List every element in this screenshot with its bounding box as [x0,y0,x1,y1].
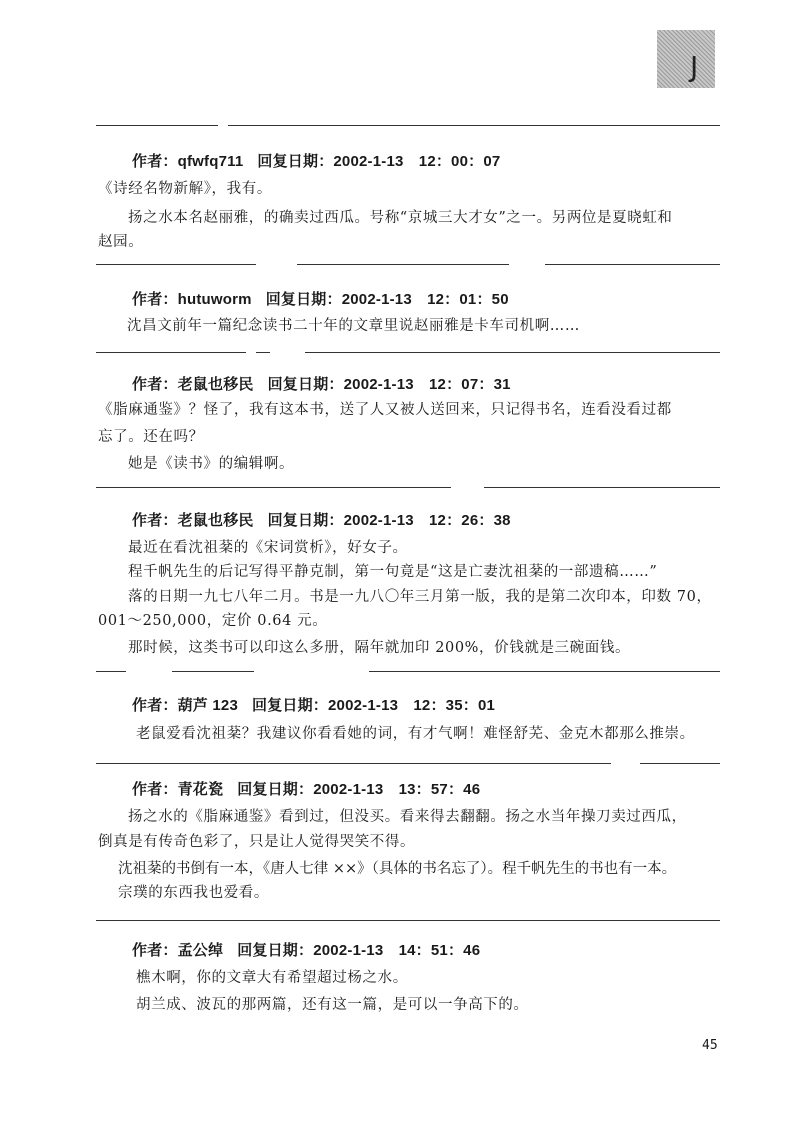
post-header [132,150,500,171]
post-line: 最近在看沈祖棻的《宋词赏析》，好女子。 [128,540,408,556]
post-line: 落的日期一九七八年二月。书是一九八〇年三月第一版，我的是第二次印本，印数 70， [128,589,712,605]
divider [297,264,509,265]
post-author: 作者：青花瓷 [132,781,224,798]
chapter-letter: J [690,50,699,83]
divider [96,487,451,488]
post-date: 回复日期：2002-1-13 12：00：07 [257,153,501,170]
divider [96,264,256,265]
post-author: 作者：老鼠也移民 [132,376,254,393]
post-line: 《诗经名物新解》，我有。 [98,181,272,197]
divider [228,125,720,126]
post-line: 沈祖棻的书倒有一本，《唐人七律 ××》（具体的书名忘了）。程千帆先生的书也有一本。 [118,861,677,877]
divider [484,487,720,488]
divider [640,763,720,764]
post-author: 作者：老鼠也移民 [132,512,254,529]
post-author: 作者：hutuworm [132,291,252,308]
post-line: 那时候，这类书可以印这么多册，隔年就加印 200%，价钱就是三碗面钱。 [128,640,631,656]
post-author: 作者：葫芦 123 [132,697,238,714]
divider [96,920,720,921]
divider [96,125,218,126]
post-header [132,939,480,960]
divider [96,352,246,353]
post-line: 001～250,000，定价 0.64 元。 [98,613,328,629]
post-line: 忘了。还在吗？ [98,429,204,445]
divider [305,352,720,353]
post-line: 胡兰成、波瓦的那两篇，还有这一篇，是可以一争高下的。 [136,997,529,1013]
post-line: 她是《读书》的编辑啊。 [128,456,295,472]
divider [96,763,611,764]
divider [172,671,254,672]
divider [96,671,126,672]
post-date: 回复日期：2002-1-13 13：57：46 [237,781,481,798]
page-number: 45 [702,1038,718,1053]
post-date: 回复日期：2002-1-13 12：26：38 [267,512,511,529]
post-header [132,509,511,530]
post-author: 作者：qfwfq711 [132,153,244,170]
post-header [132,694,495,715]
post-header [132,288,509,309]
divider [545,264,720,265]
post-header [132,778,480,799]
chapter-tab [657,30,715,88]
post-line: 扬之水的《脂麻通鉴》看到过，但没买。看来得去翻翻。扬之水当年操刀卖过西瓜， [128,809,687,825]
divider [369,671,720,672]
post-line: 倒真是有传奇色彩了，只是让人觉得哭笑不得。 [98,834,416,850]
post-line: 老鼠爱看沈祖棻？我建议你看看她的词，有才气啊！难怪舒芜、金克木都那么推崇。 [136,726,695,742]
post-header [132,373,511,394]
post-line: 樵木啊，你的文章大有希望超过杨之水。 [136,970,408,986]
post-date: 回复日期：2002-1-13 12：35：01 [252,697,496,714]
post-line: 沈昌文前年一篇纪念读书二十年的文章里说赵丽雅是卡车司机啊…… [127,318,580,334]
post-date: 回复日期：2002-1-13 14：51：46 [237,942,481,959]
divider [256,352,270,353]
post-line: 宗璞的东西我也爱看。 [118,885,269,901]
post-date: 回复日期：2002-1-13 12：07：31 [267,376,511,393]
post-line: 《脂麻通鉴》？怪了，我有这本书，送了人又被人送回来，只记得书名，连看没看过都 [98,402,672,418]
post-date: 回复日期：2002-1-13 12：01：50 [265,291,509,308]
post-line: 赵园。 [98,234,144,250]
post-line: 扬之水本名赵丽雅，的确卖过西瓜。号称“京城三大才女”之一。另两位是夏晓虹和 [128,210,673,226]
post-author: 作者：孟公绰 [132,942,224,959]
post-line: 程千帆先生的后记写得平静克制，第一句竟是“这是亡妻沈祖棻的一部遗稿……” [128,564,658,580]
